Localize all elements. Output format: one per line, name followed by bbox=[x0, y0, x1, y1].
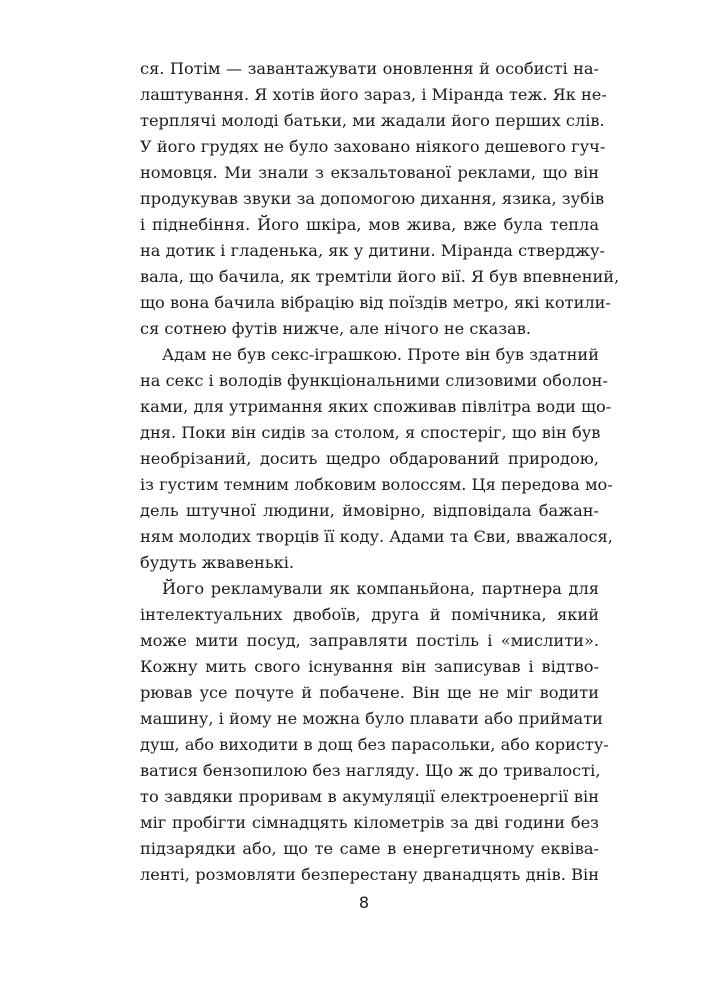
text-line: дель штучної людини, ймовірно, відповідала бажан- bbox=[140, 501, 599, 520]
text-line: дня. Поки він сидів за столом, я спостеріг, що він був bbox=[140, 423, 601, 442]
text-line: лаштування. Я хотів його зараз, і Міранда теж. Як не- bbox=[140, 85, 607, 104]
text-line: машину, і йому не можна було плавати або приймати bbox=[140, 709, 603, 728]
page-number: 8 bbox=[358, 893, 370, 912]
text-line: номовця. Ми знали з екзальтованої реклами, що він bbox=[140, 163, 599, 182]
text-line: ками, для утримання яких споживав півлітра води що- bbox=[140, 397, 612, 416]
text-line: підзарядки або, що те саме в енергетичному еквіва- bbox=[140, 839, 599, 858]
text-line: ся. Потім — завантажувати оновлення й особисті на- bbox=[140, 59, 599, 78]
text-line: ватися бензопилою без нагляду. Що ж до тривалості, bbox=[140, 761, 601, 780]
text-line: необрізаний, досить щедро обдарований природою, bbox=[140, 449, 599, 468]
text-line: міг пробігти сімнадцять кілометрів за дві години без bbox=[140, 813, 599, 832]
text-line: Адам не був секс-іграшкою. Проте він був здатний bbox=[162, 345, 599, 364]
text-line: рював усе почуте й побачене. Він ще не міг водити bbox=[140, 683, 599, 702]
text-line: що вона бачила вібрацію від поїздів метро, які котили- bbox=[140, 293, 611, 312]
text-line: ленті, розмовляти безперестану дванадцять днів. Він bbox=[140, 865, 599, 884]
text-line: на дотик і гладенька, як у дитини. Міранда стверджу- bbox=[140, 241, 606, 260]
text-line: вала, що бачила, як тремтіли його вії. Я був впевнений, bbox=[140, 267, 620, 286]
text-line: Його рекламували як компаньйона, партнера для bbox=[162, 579, 599, 598]
text-line: ням молодих творців її коду. Адами та Єви, вважалося, bbox=[140, 527, 613, 546]
text-line: терплячі молоді батьки, ми жадали його перших слів. bbox=[140, 111, 605, 130]
text-line: і піднебіння. Його шкіра, мов жива, вже була тепла bbox=[140, 215, 599, 234]
text-line: на секс і володів функціональними слизовими оболон- bbox=[140, 371, 608, 390]
text-line: У його грудях не було заховано ніякого дешевого гуч- bbox=[140, 137, 606, 156]
text-line: будуть жвавенькі. bbox=[140, 553, 295, 572]
text-line: то завдяки проривам в акумуляції електроенергії він bbox=[140, 787, 599, 806]
text-line: ся сотнею футів нижче, але нічого не сказав. bbox=[140, 319, 531, 338]
text-line: Кожну мить свого існування він записував і відтво- bbox=[140, 657, 599, 676]
text-line: продукував звуки за допомогою дихання, язика, зубів bbox=[140, 189, 605, 208]
text-line: душ, або виходити в дощ без парасольки, або користу- bbox=[140, 735, 609, 754]
text-line: може мити посуд, заправляти постіль і «мислити». bbox=[140, 631, 599, 650]
text-line: із густим темним лобковим волоссям. Ця передова мо- bbox=[140, 475, 613, 494]
text-line: інтелектуальних двобоїв, друга й помічника, який bbox=[140, 605, 599, 624]
